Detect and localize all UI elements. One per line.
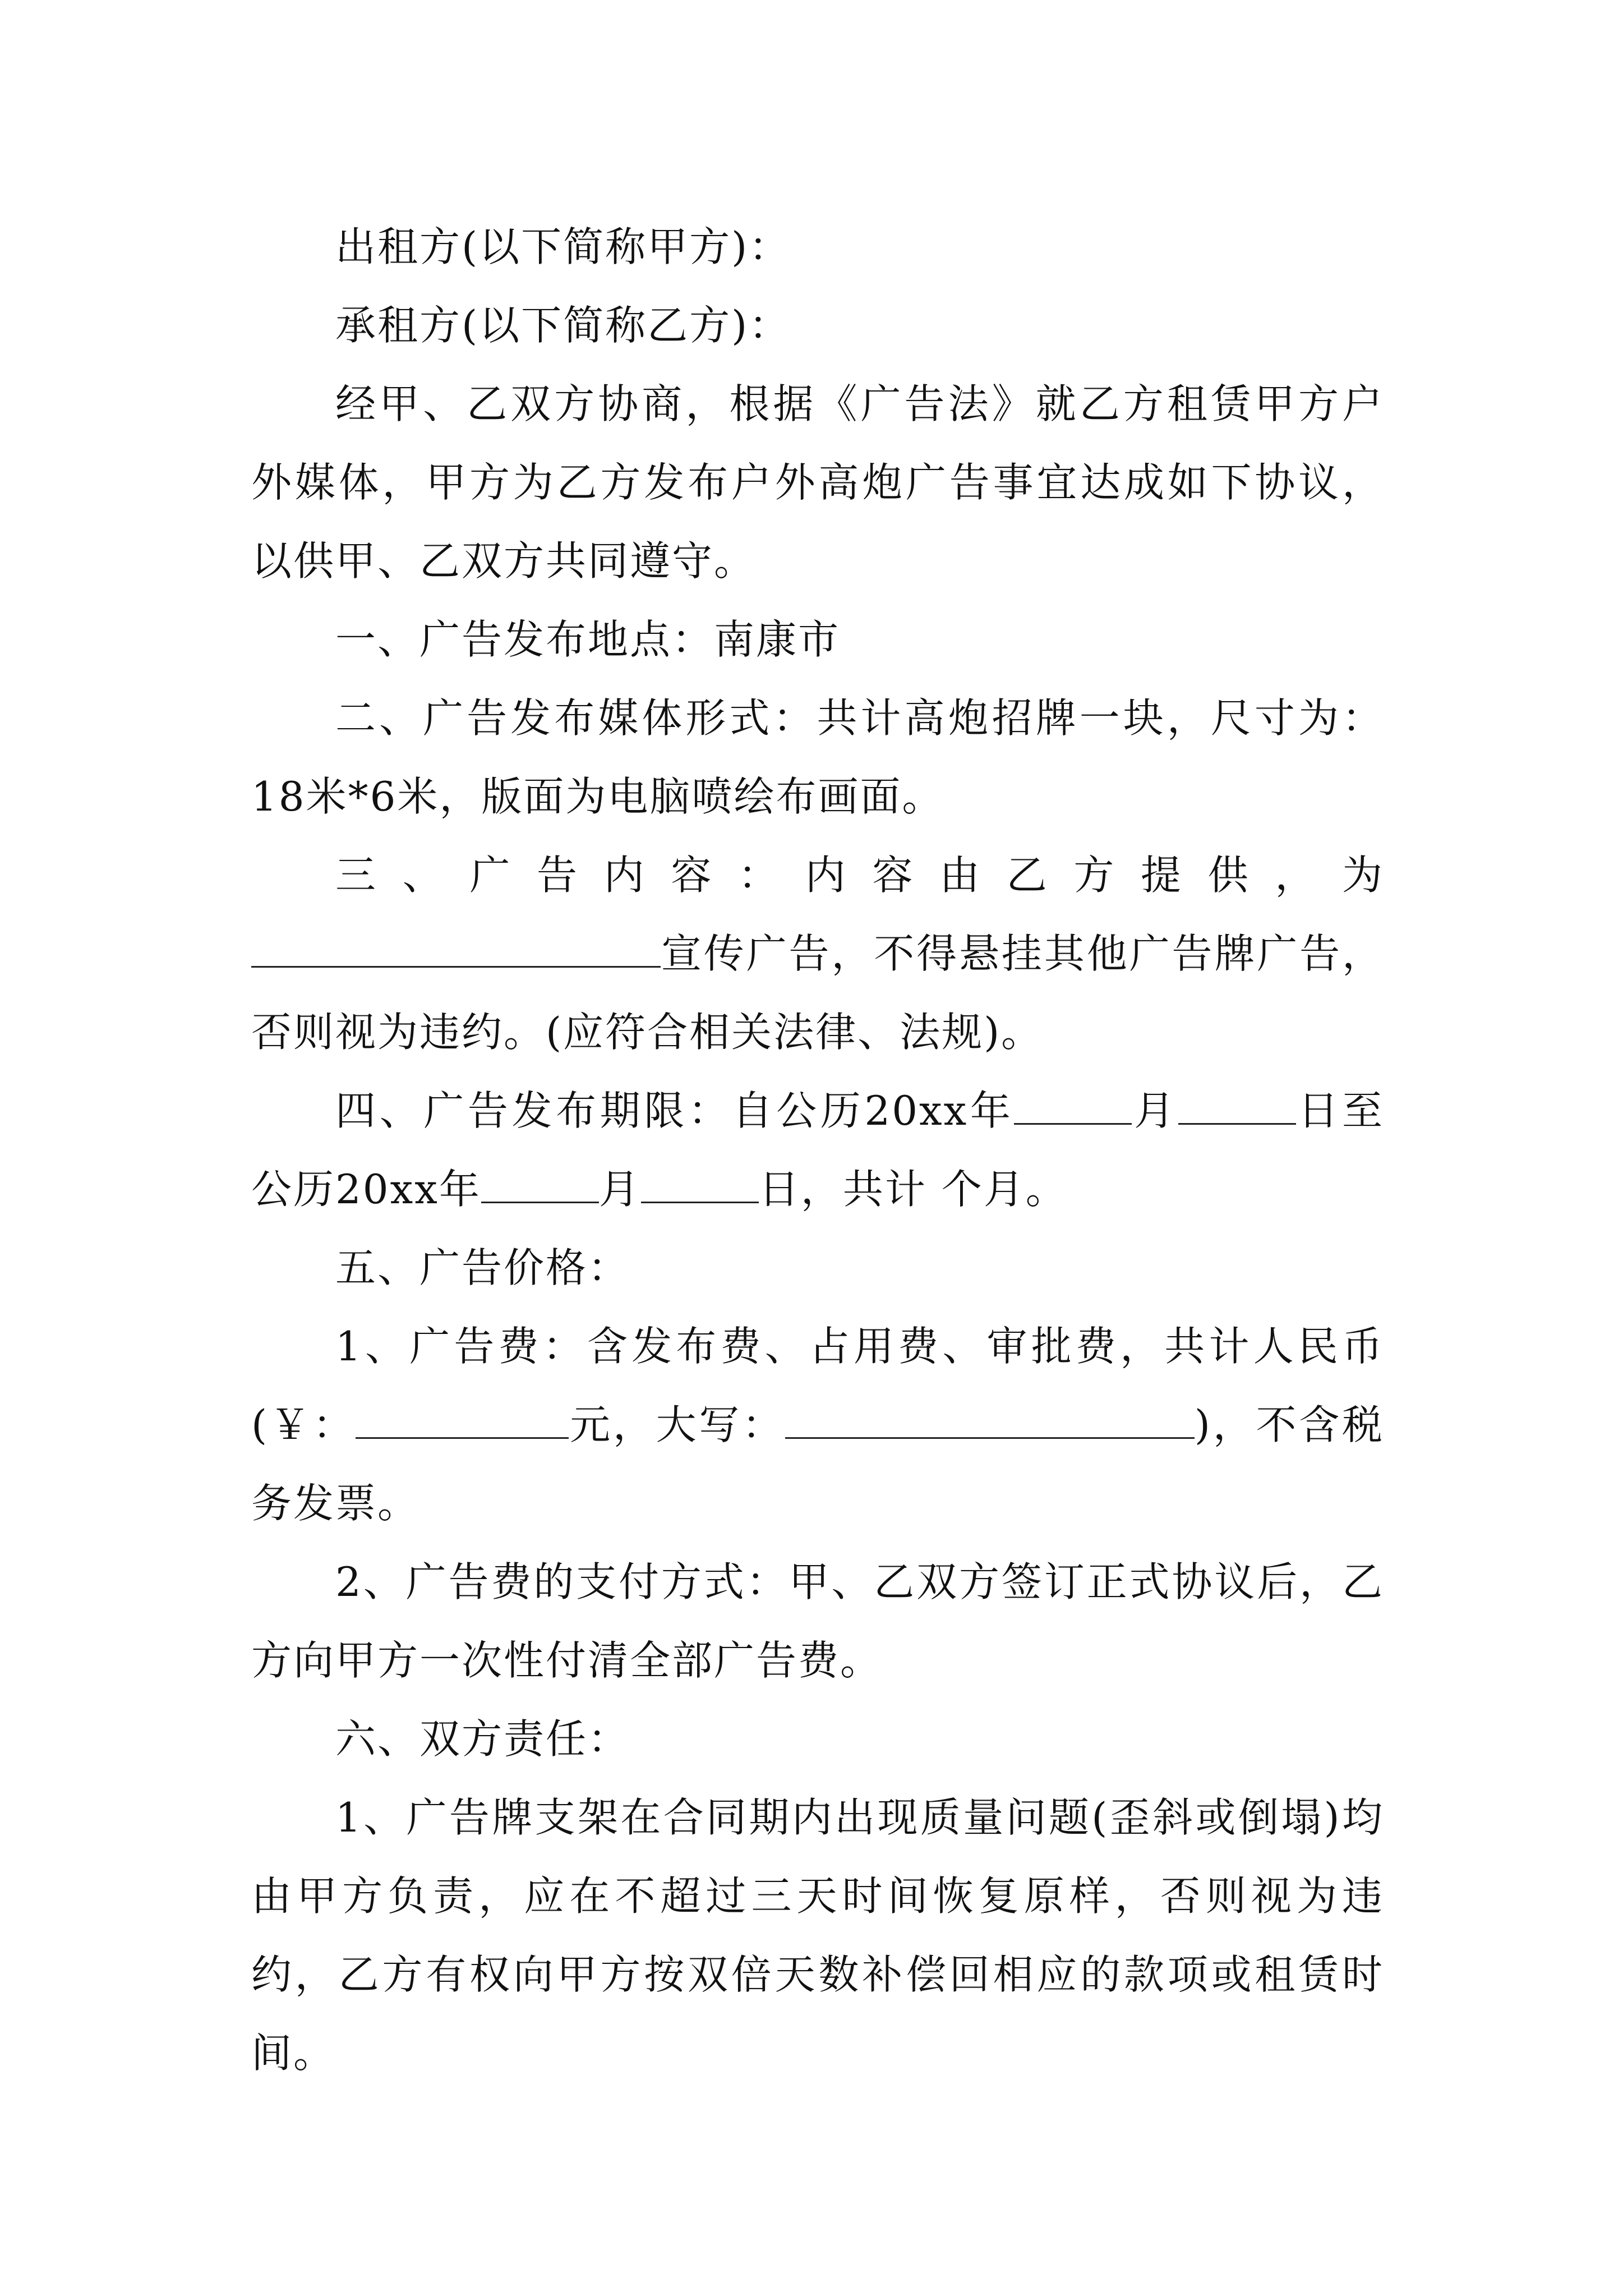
start-month-blank[interactable]	[1014, 1089, 1132, 1125]
fee-text-2: 元，大写：	[569, 1401, 785, 1448]
document-body	[251, 208, 1384, 2092]
preamble-paragraph: 经甲、乙双方协商，根据《广告法》就乙方租赁甲方户外媒体，甲方为乙方发布户外高炮广告事宜达成如下协议，以供甲、乙双方共同遵守。	[251, 380, 1384, 585]
content-blank-field[interactable]	[251, 932, 661, 968]
section-payment-method: 2、广告费的支付方式：甲、乙双方签订正式协议后，乙方向甲方一次性付清全部广告费。	[251, 1558, 1384, 1684]
lessor-line: 出租方(以下简称甲方)：	[335, 223, 791, 270]
fee-text-1: 1、广告费：含发布费、占用费、审批费，共计人民币(￥：	[251, 1323, 1384, 1448]
fee-text-3: )，不含税务发票。	[251, 1401, 1384, 1527]
period-text-1: 四、广告发布期限：自公历20xx年	[335, 1087, 1015, 1134]
section-price-fee	[251, 1307, 1384, 1543]
section-responsibilities: 六、双方责任：	[335, 1715, 630, 1763]
fee-capital-blank[interactable]	[785, 1404, 1195, 1439]
start-day-blank[interactable]	[1178, 1089, 1296, 1125]
lessee-line: 承租方(以下简称乙方)：	[335, 302, 791, 349]
section-period	[251, 1071, 1384, 1228]
section-price: 五、广告价格：	[335, 1244, 630, 1291]
section-media-form: 二、广告发布媒体形式：共计高炮招牌一块，尺寸为：18米*6米，版面为电脑喷绘布画面。	[251, 694, 1384, 820]
section-location: 一、广告发布地点：南康市	[335, 616, 841, 663]
section-content-tail: 宣传广告，不得悬挂其他广告牌广告，否则视为违约。(应符合相关法律、法规)。	[251, 930, 1384, 1056]
section-responsibility-1: 1、广告牌支架在合同期内出现质量问题(歪斜或倒塌)均由甲方负责，应在不超过三天时间恢复原样，否则视为违约，乙方有权向甲方按双倍天数补偿回相应的款项或租赁时间。	[251, 1794, 1384, 2077]
period-text-5: 日，共计 个月。	[758, 1166, 1068, 1213]
period-text-4: 月	[598, 1166, 641, 1213]
section-content	[251, 836, 1384, 1071]
period-text-2: 月	[1132, 1087, 1178, 1134]
end-month-blank[interactable]	[481, 1168, 599, 1203]
fee-amount-blank[interactable]	[356, 1404, 569, 1439]
period-text-3: 日至公历20xx年	[251, 1087, 1384, 1213]
end-day-blank[interactable]	[641, 1168, 759, 1203]
section-content-lead: 三、广告内容：内容由乙方提供，为	[335, 852, 1384, 899]
